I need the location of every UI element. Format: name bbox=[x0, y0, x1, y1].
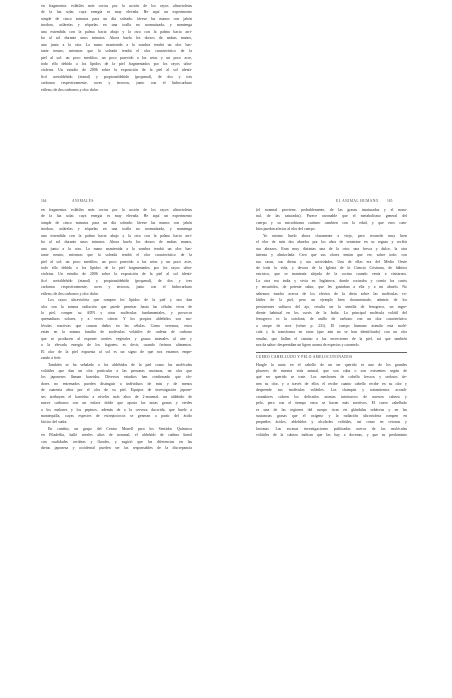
text-line: Los rayos ultravioleta que rompen los lípidos de la piel y nos dan bbox=[48, 298, 192, 303]
text-line: etileno, de dos carbonos y olor dulce. bbox=[41, 87, 100, 92]
text-line: desprende sus moléculas volátiles. Los champús y tratamientos acondi- bbox=[256, 388, 407, 393]
text-line: cula y la transforma en otras (que aún no se han identificado) con un olor bbox=[256, 330, 407, 335]
left-page-number: 164 bbox=[41, 199, 47, 203]
text-line: todo ello debido a los lípidos de la piel fragmentados por los rayos ultra- bbox=[41, 61, 192, 66]
text-line: el olor de más dos abuelos por los años de sentarme en su regazo y recibir bbox=[256, 240, 407, 245]
text-line: volátiles que dan un olor particular a las personas ancianas, un olor que bbox=[41, 368, 192, 373]
text-line: pequeños ácidos, aldehídos y alcoholes volátiles, así como en cetonas y bbox=[256, 420, 407, 425]
text-line: una extendida con la palma hacia abajo y la otra con la palma hacia arri- bbox=[41, 233, 192, 238]
text-line: la piel, romper su ADN y otras moléculas fundamentales, y provocar bbox=[41, 311, 192, 315]
left-column-text bbox=[41, 207, 192, 452]
right-running-head: EL ANIMAL HUMANO bbox=[336, 199, 379, 203]
text-line: piel al sol: un poco metálico, un poco parecido a las setas y un poco acre, bbox=[41, 55, 192, 60]
text-line: en fragmentos volátiles más cortos por la acción de los rayos ultravioletas bbox=[41, 208, 192, 212]
text-line: sus abrazos. Eran muy distintas una de la otra: una fresca y dulce, la otra bbox=[256, 246, 407, 251]
text-line: de la luz solar, cuya energía es muy elevada. He aquí un experimento bbox=[41, 10, 192, 15]
text-line: Hurgle la nariz en el cabello de un ser querido es uno de los grandes bbox=[256, 362, 407, 367]
text-line: El olor de la piel expuesta al sol es un signo de que nos estamos empe- bbox=[41, 349, 192, 354]
text-line: a los melones y los pepinos, además de a la cerveza duccrida, que huele a bbox=[41, 407, 192, 412]
text-line: dores no entrenados pueden distinguir a individuos de más y de menos bbox=[41, 381, 192, 386]
text-line: diente habitual en los curris de la India. La principal molécula volátil del bbox=[256, 311, 407, 315]
text-line: a la elevada energía de los fogones; es decir, cuando freímos alimentos. bbox=[41, 343, 192, 348]
text-line: nos da sabor: desprendían un ligero aroma de especias y caramelo. bbox=[256, 343, 360, 348]
text-line: carbonos respectivamente, acres y terrosos, junto con el hidrocarburo bbox=[41, 285, 192, 290]
text-line: nueve carbonos con un enlace doble que aporta las notas grasas y verdes bbox=[41, 401, 192, 406]
text-line: lactonas. Las escasas investigaciones publicadas acerca de las moléculas bbox=[256, 426, 407, 431]
text-line: léculas reactivas que causan daños en las células. Como veremos, estos bbox=[41, 323, 192, 328]
text-line: En cambio, un grupo del Centro Monell para los Sentidos Químicos bbox=[48, 426, 192, 431]
text-line: violetas. Un estudio de 2006 sobre la exposición de la piel al sol identi- bbox=[41, 272, 192, 277]
text-line: fenogreco es la sotolona, de anillo de carbono con un olor característico bbox=[256, 317, 407, 322]
text-line: ba al sol durante unos minutos. Ahora huela los dorsos de ambas manos, bbox=[41, 36, 192, 41]
text-line: simple de cinco minutos para un día soleado: lávese las manos con jabón bbox=[41, 16, 192, 21]
text-line: mantequilla, cuyas especies de estreptococos se generan a partir del ácido bbox=[41, 414, 192, 418]
text-line: tante neutro, mientras que la soleada tendrá el olor característico de la bbox=[41, 49, 192, 54]
text-line: tante neutro, mientras que la soleada tendrá el olor característico de la bbox=[41, 253, 192, 258]
text-line: en Filadelfia, halló niveles altos de nonanal, el aldehído de cadena lineal bbox=[41, 433, 192, 438]
text-line: los japoneses llaman kareishu. Diversos estudios han confirmado que olo- bbox=[41, 375, 192, 380]
text-line: sustancias grasas que el oxígeno y la radiación ultravioleta rompen en bbox=[256, 414, 407, 418]
text-line: La otra era india y vivía en Inglaterra, donde cocinaba y comía los curris bbox=[256, 278, 407, 283]
text-line: inodoro, aclárelas y séquelas en una toalla no aromatizada, y mantenga bbox=[41, 227, 192, 232]
text-line: persistentes sulfuros del ajo, resulta ser la semilla de fenogreco, un ingre- bbox=[256, 304, 407, 309]
text-line: carbonos respectivamente, acres y terrosos, junto con el hidrocarburo bbox=[41, 81, 192, 86]
text-line: ba al sol durante unos minutos. Ahora huela los dorsos de ambas manos, bbox=[41, 240, 192, 245]
text-line: intensa y almizclada. Creo que sus olores tenían que ver, sobre todo, con bbox=[256, 253, 407, 258]
text-line: (el nonenal proviene, probablemente, de las grasas insaturadas y el nona- bbox=[256, 208, 407, 212]
text-line: pelo, pero con el tiempo estos se hacen más asertivos. El cuero cabelludo bbox=[256, 401, 407, 406]
text-line: ficó acetaldehído (etanal) y propionaldehído (propanal), de dos y tres bbox=[41, 278, 192, 283]
text-line: de la luz solar, cuya energía es muy elevada. He aquí un experimento bbox=[41, 214, 192, 219]
text-line: etileno, de dos carbonos y olor dulce. bbox=[41, 291, 100, 296]
text-line: es una de las regiones del cuerpo ricas en glándulas sebáceas y en las bbox=[256, 407, 407, 412]
text-line: quemaduras solares, y a veces cáncer. Y los propios aldehídos son mo- bbox=[41, 317, 192, 322]
text-line: a sirope de arce (véase p. 231). El cuerpo humano asimila esta molé- bbox=[256, 323, 407, 328]
text-line: simple de cinco minutos para un día soleado: lávese las manos con jabón bbox=[41, 220, 192, 225]
text-line: uno junto a la otra. La mano mantenida a la sombra tendrá un olor bas- bbox=[41, 42, 192, 47]
text-line: inodoro, acláreías y séquelas en una toalla no aromatizada, y mantenga bbox=[41, 23, 192, 28]
text-line: una junto a la otra. La mano mantenida a la sombra tendrá un olor bas- bbox=[41, 246, 192, 251]
text-line: violetas. Un estudio de 2006 sobre la exposición de la piel al sol identi- bbox=[41, 68, 192, 73]
text-line: en fragmentos volátiles más cortos por la acción de los rayos ultravioletas bbox=[41, 4, 192, 8]
text-line: estrictos, que se mantenía alejada de la cocina cuando venía a visitarnos. bbox=[256, 272, 407, 277]
right-column-text bbox=[256, 207, 407, 439]
text-line: sabemos mucho acerca de los efectos de la dieta sobre las moléculas vo- bbox=[256, 291, 407, 296]
text-line: dietas japonesa y occidental pueden ser las responsables de la discrepancia bbox=[41, 446, 192, 451]
top-paragraph bbox=[41, 3, 192, 93]
text-line: sus casas, sus dietas y sus actividades. Una de ellas era del Medio Oeste bbox=[256, 259, 407, 264]
text-line: que se producen al exponer aceites vegetales y grasas animales al aire y bbox=[41, 336, 192, 341]
text-line: olor son la misma radiación que puede penetrar hasta las células vivas de bbox=[41, 304, 192, 309]
right-page-number: 165 bbox=[387, 199, 393, 203]
text-line: con cualidades cerúleas y florales, y sugirió que las diferencias en las bbox=[41, 439, 192, 444]
text-line: bios puedan afectar al olor del cuerpo. bbox=[256, 227, 316, 232]
text-line: cionadores cubren los delicados aromas intrínsecos de nuestra cabeza y bbox=[256, 394, 407, 399]
text-line: y encurtidos, de potente sabor, que les gustaban a ella y a mi abuelo. No bbox=[256, 285, 407, 290]
text-line: similar, que hallan el camino a las secreciones de la piel, así que también bbox=[256, 336, 407, 341]
text-line: cuerpo y su microbioma cutáneo cambien con la edad, y que esos cam- bbox=[256, 220, 407, 225]
text-line: ses atribuyen el kareishu a niveles más altos de 2-nonenal, un aldehído de bbox=[41, 394, 192, 399]
text-line: de cuarenta años por el olor de su piel. Equipos de investigación japone- bbox=[41, 388, 192, 393]
text-line: volátiles de la cabeza indican que las hay a docenas, y que su predominio bbox=[256, 433, 407, 438]
text-line: una extendida con la palma hacia abajo y la otra con la palma hacia arri- bbox=[41, 29, 192, 34]
section-heading: CUERO CABELLUDO Y PELO AMELOCOTONADOS bbox=[256, 355, 353, 359]
text-line: placeres de nuestra vida animal, que son cuba o son existentes según de bbox=[256, 368, 407, 373]
text-line: nal, de las saturadas). Parece razonable que el metabolismo general del bbox=[256, 214, 407, 219]
text-line: piel al sol: un poco metálico, un poco parecido a las setas y un poco acre, bbox=[41, 259, 192, 264]
text-line: zando a freír. bbox=[41, 356, 62, 361]
text-line: de toda la vida, y devota de la Iglesia de la Ciencia Cristiana, de hábitos bbox=[256, 265, 407, 270]
text-line: están en la misma familia de moléculas volátiles de cadena de carbono bbox=[41, 330, 192, 335]
text-line: ficó acetaldehído (etanal) y propionaldehído (propanal), de dos y tres bbox=[41, 74, 192, 79]
left-running-head: ANIMALES bbox=[72, 199, 94, 203]
text-line: También se ha señalado a los aldehídos de la piel como las moléculas bbox=[48, 362, 192, 367]
text-line: Yo mismo huelo ahora claramente a viejo, pero recuerdo muy bien bbox=[263, 233, 407, 238]
text-line: qué ser querido se trate. Los mechones de cabello frescos y sedosos tie- bbox=[256, 375, 407, 380]
section-rule-top bbox=[256, 352, 407, 353]
text-line: látiles de la piel, pero un ejemplo bien documentado, además de los bbox=[256, 298, 407, 303]
text-line: láctico del sudor. bbox=[41, 420, 68, 425]
text-line: todo ello debido a los lípidos de la piel fragmentados por los rayos ultra- bbox=[41, 265, 192, 270]
text-line: nen su olor, y a través de ellos el recibe cuanto cabello recibe en su olor y bbox=[256, 381, 407, 386]
